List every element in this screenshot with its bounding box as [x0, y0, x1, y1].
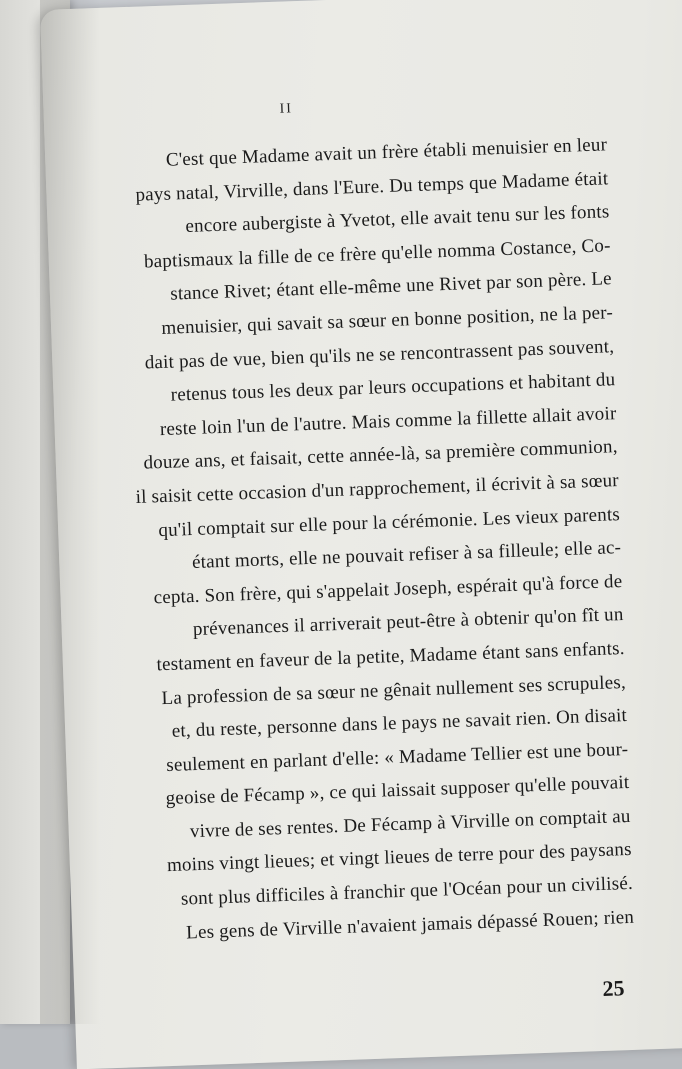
text-line: vivre de ses rentes. De Fécamp à Virville on comptait au	[189, 805, 631, 843]
text-line: menuisier, qui savait sa sœur en bonne position, ne la per-	[161, 302, 614, 339]
text-line: et, du reste, personne dans le pays ne savait rien. On disait	[171, 705, 628, 742]
text-line: moins vingt lieues; et vingt lieues de terre pour des paysans	[166, 839, 633, 877]
chapter-number: II	[279, 101, 294, 117]
body-text	[47, 128, 635, 953]
text-line: C'est que Madame avait un frère établi menuisier en leur	[165, 134, 608, 171]
text-line: dait pas de vue, bien qu'ils ne se rencontrassent pas souvent,	[144, 335, 615, 374]
text-line: cepta. Son frère, qui s'appelait Joseph, espérait qu'à force de	[153, 570, 623, 609]
text-line: douze ans, et faisait, cette année-là, sa première communion,	[143, 436, 618, 474]
text-line: encore aubergiste à Yvetot, elle avait tenu sur les fonts	[185, 201, 610, 238]
page-number: 25	[602, 975, 625, 1001]
text-line: geoise de Fécamp », ce qui laissait supposer qu'elle pouvait	[165, 772, 630, 810]
text-line: testament en faveur de la petite, Madame étant sans enfants.	[156, 637, 626, 676]
text-line: seulement en parlant d'elle: « Madame Tellier est une bour-	[165, 738, 629, 776]
text-line: reste loin l'un de l'autre. Mais comme la fillette allait avoir	[159, 402, 617, 440]
text-line: pays natal, Virville, dans l'Eure. Du temps que Madame était	[135, 167, 609, 206]
text-line: La profession de sa sœur ne gênait nullement ses scrupules,	[161, 671, 627, 709]
text-line: Les gens de Virville n'avaient jamais dépassé Rouen; rien	[185, 906, 635, 944]
text-line: étant morts, elle ne pouvait refiser à sa filleule; elle ac-	[191, 537, 622, 574]
text-line: stance Rivet; étant elle-même une Rivet par son père. Le	[169, 268, 613, 305]
text-line: qu'il comptait sur elle pour la cérémonie. Les vieux parents	[158, 503, 621, 541]
text-line: il saisit cette occasion d'un rapprochement, il écrivit à sa sœur	[135, 470, 620, 508]
text-line: baptismaux la fille de ce frère qu'elle nomma Costance, Co-	[143, 235, 611, 273]
page-content	[40, 0, 682, 1069]
text-line: prévenances il arriverait peut-être à obtenir qu'on fît un	[192, 604, 624, 641]
text-line: sont plus difficiles à franchir que l'Océan pour un civilisé.	[180, 872, 634, 910]
text-line: retenus tous les deux par leurs occupations et habitant du	[170, 369, 616, 406]
book-page	[40, 0, 682, 1069]
